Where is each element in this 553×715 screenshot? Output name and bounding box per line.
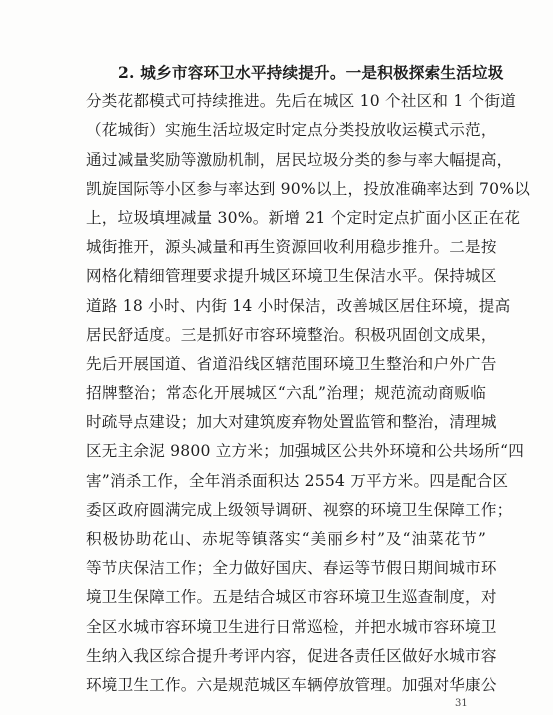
text-line: 委区政府圆满完成上级领导调研、视察的环境卫生保障工作； (86, 500, 513, 519)
text-line: 等节庆保洁工作；全力做好国庆、春运等节假日期间城市环 (86, 559, 497, 578)
paragraph-heading-line: 2. 城乡市容环卫水平持续提升。一是积极探索生活垃圾 (118, 63, 504, 82)
text-line: 道路 18 小时、内街 14 小时保洁，改善城区居住环境，提高 (86, 296, 511, 315)
text-line: 生纳入我区综合提升考评内容，促进各责任区做好水城市容 (86, 646, 497, 665)
text-line: 城街推开，源头减量和再生资源回收利用稳步推升。二是按 (86, 238, 497, 257)
text-line: 害”消杀工作，全年消杀面积达 2554 万平方米。四是配合区 (86, 471, 509, 490)
page-number: 31 (455, 698, 468, 709)
text-line: 环境卫生工作。六是规范城区车辆停放管理。加强对华康公 (86, 675, 497, 694)
text-line: 网格化精细管理要求提升城区环境卫生保洁水平。保持城区 (86, 267, 497, 286)
text-line: 时疏导点建设；加大对建筑废弃物处置监管和整治，清理城 (86, 413, 497, 432)
text-line: 全区水城市容环境卫生进行日常巡检，并把水城市容环境卫 (86, 617, 497, 636)
text-line: 分类花都模式可持续推进。先后在城区 10 个社区和 1 个街道 (86, 92, 517, 111)
text-line: 招牌整治；常态化开展城区“六乱”治理；规范流动商贩临 (86, 384, 486, 403)
text-line: 上，垃圾填埋减量 30%。新增 21 个定时定点扩面小区正在花 (86, 208, 521, 227)
text-line: 先后开展国道、省道沿线区辖范围环境卫生整治和户外广告 (86, 354, 497, 373)
text-line: 区无主余泥 9800 立方米；加强城区公共外环境和公共场所“四 (86, 442, 525, 461)
text-line: 通过减量奖励等激励机制，居民垃圾分类的参与率大幅提高， (86, 150, 513, 169)
text-line: 境卫生保障工作。五是结合城区市容环境卫生巡查制度，对 (86, 588, 497, 607)
text-line: （花城街）实施生活垃圾定时定点分类投放收运模式示范， (86, 121, 497, 140)
body-text (86, 58, 531, 700)
text-line: 积极协助花山、赤坭等镇落实“美丽乡村”及“油菜花节” (86, 530, 486, 548)
text-line: 凯旋国际等小区参与率达到 90%以上，投放准确率达到 70%以 (86, 179, 531, 198)
text-line: 居民舒适度。三是抓好市容环境整治。积极巩固创文成果， (86, 325, 497, 344)
